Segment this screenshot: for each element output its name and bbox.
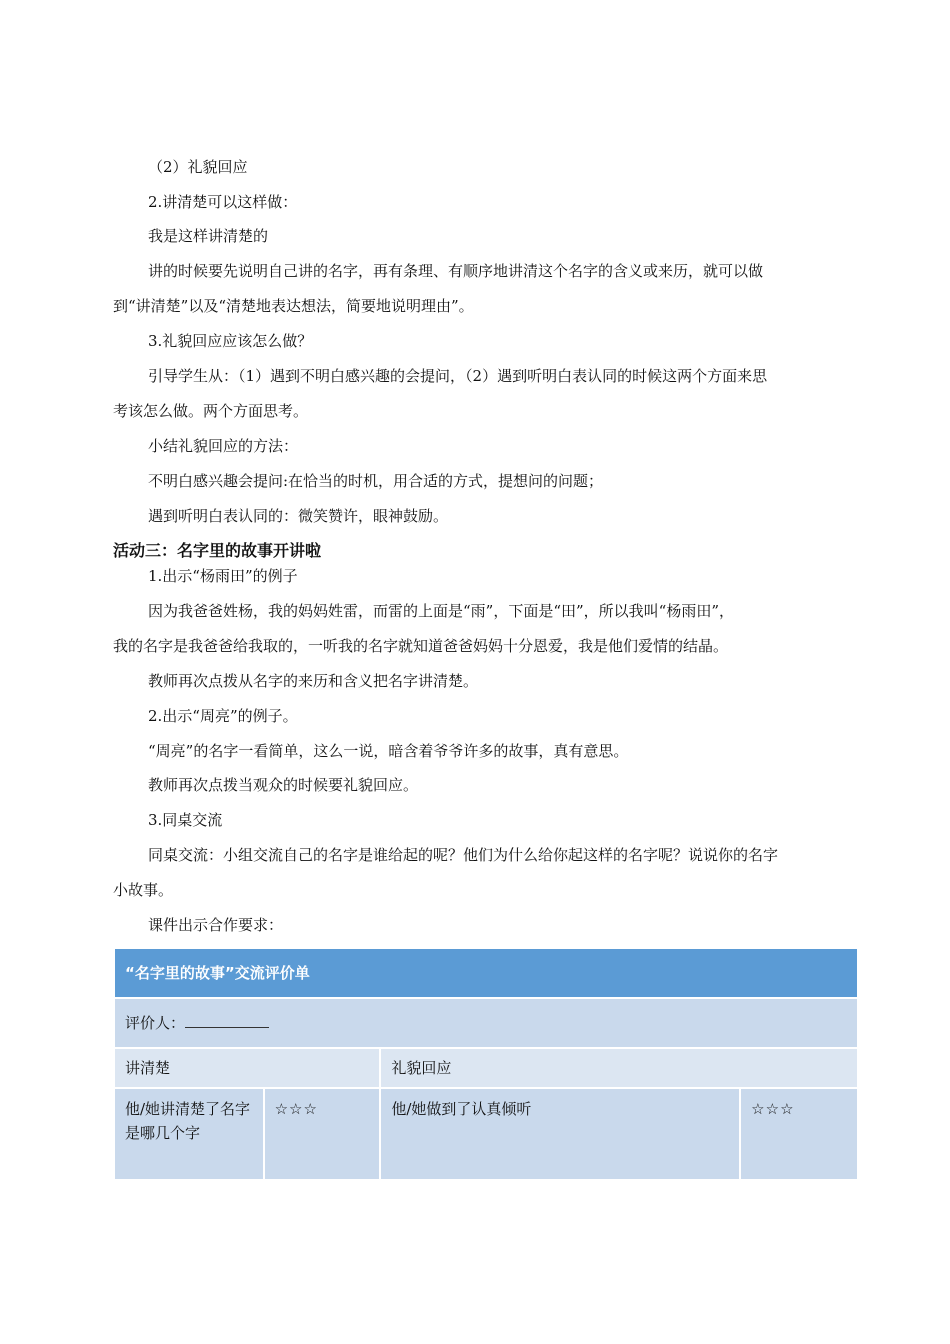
col-header-polite-response: 礼貌回应	[380, 1048, 858, 1088]
paragraph: 3.礼貌回应应该怎么做？	[148, 332, 313, 350]
column-header-row	[114, 1048, 858, 1088]
section-heading: 活动三：名字里的故事开讲啦	[113, 541, 322, 560]
criterion-cell: 他/她做到了认真倾听	[380, 1088, 740, 1180]
paragraph: 考该怎么做。两个方面思考。	[113, 402, 309, 420]
evaluator-label: 评价人：	[125, 1014, 186, 1032]
table-title-row	[114, 948, 858, 998]
star-rating[interactable]: ☆☆☆	[740, 1088, 858, 1180]
table-row	[114, 1088, 858, 1180]
table-title: “名字里的故事”交流评价单	[114, 948, 858, 998]
star-rating[interactable]: ☆☆☆	[264, 1088, 381, 1180]
paragraph: 我是这样讲清楚的	[148, 227, 269, 245]
evaluator-row	[114, 998, 858, 1048]
col-header-speak-clearly: 讲清楚	[114, 1048, 380, 1088]
evaluator-blank-line[interactable]	[185, 1013, 269, 1028]
criterion-cell: 他/她讲清楚了名字是哪几个字	[114, 1088, 264, 1180]
paragraph: “周亮”的名字一看简单，这么一说，暗含着爷爷许多的故事，真有意思。	[148, 742, 629, 760]
paragraph: 1.出示“杨雨田”的例子	[148, 567, 298, 585]
paragraph: 因为我爸爸姓杨，我的妈妈姓雷，而雷的上面是“雨”，下面是“田”，所以我叫“杨雨田”，	[148, 602, 735, 620]
paragraph: 教师再次点拨从名字的来历和含义把名字讲清楚。	[148, 672, 479, 690]
paragraph: 2.出示“周亮”的例子。	[148, 707, 298, 725]
evaluation-table	[113, 947, 859, 1181]
paragraph: 2.讲清楚可以这样做：	[148, 193, 298, 211]
evaluator-cell	[114, 998, 858, 1048]
paragraph: 小结礼貌回应的方法：	[148, 437, 299, 455]
paragraph: 同桌交流：小组交流自己的名字是谁给起的呢？他们为什么给你起这样的名字呢？说说你的名字	[148, 846, 779, 864]
paragraph: 到“讲清楚”以及“清楚地表达想法，简要地说明理由”。	[113, 297, 474, 315]
paragraph: 遇到听明白表认同的：微笑赞许，眼神鼓励。	[148, 507, 449, 525]
paragraph: 小故事。	[113, 881, 174, 899]
paragraph: （2）礼貌回应	[148, 158, 248, 176]
paragraph: 3.同桌交流	[148, 811, 223, 829]
paragraph: 讲的时候要先说明自己讲的名字，再有条理、有顺序地讲清这个名字的含义或来历，就可以做	[148, 262, 764, 280]
paragraph: 教师再次点拨当观众的时候要礼貌回应。	[148, 776, 419, 794]
paragraph: 引导学生从：（1）遇到不明白感兴趣的会提问，（2）遇到听明白表认同的时候这两个方面来思	[148, 367, 768, 385]
paragraph: 我的名字是我爸爸给我取的，一听我的名字就知道爸爸妈妈十分恩爱，我是他们爱情的结晶。	[113, 637, 729, 655]
paragraph: 课件出示合作要求：	[148, 916, 284, 934]
paragraph: 不明白感兴趣会提问:在恰当的时机，用合适的方式，提想问的问题；	[148, 472, 604, 490]
